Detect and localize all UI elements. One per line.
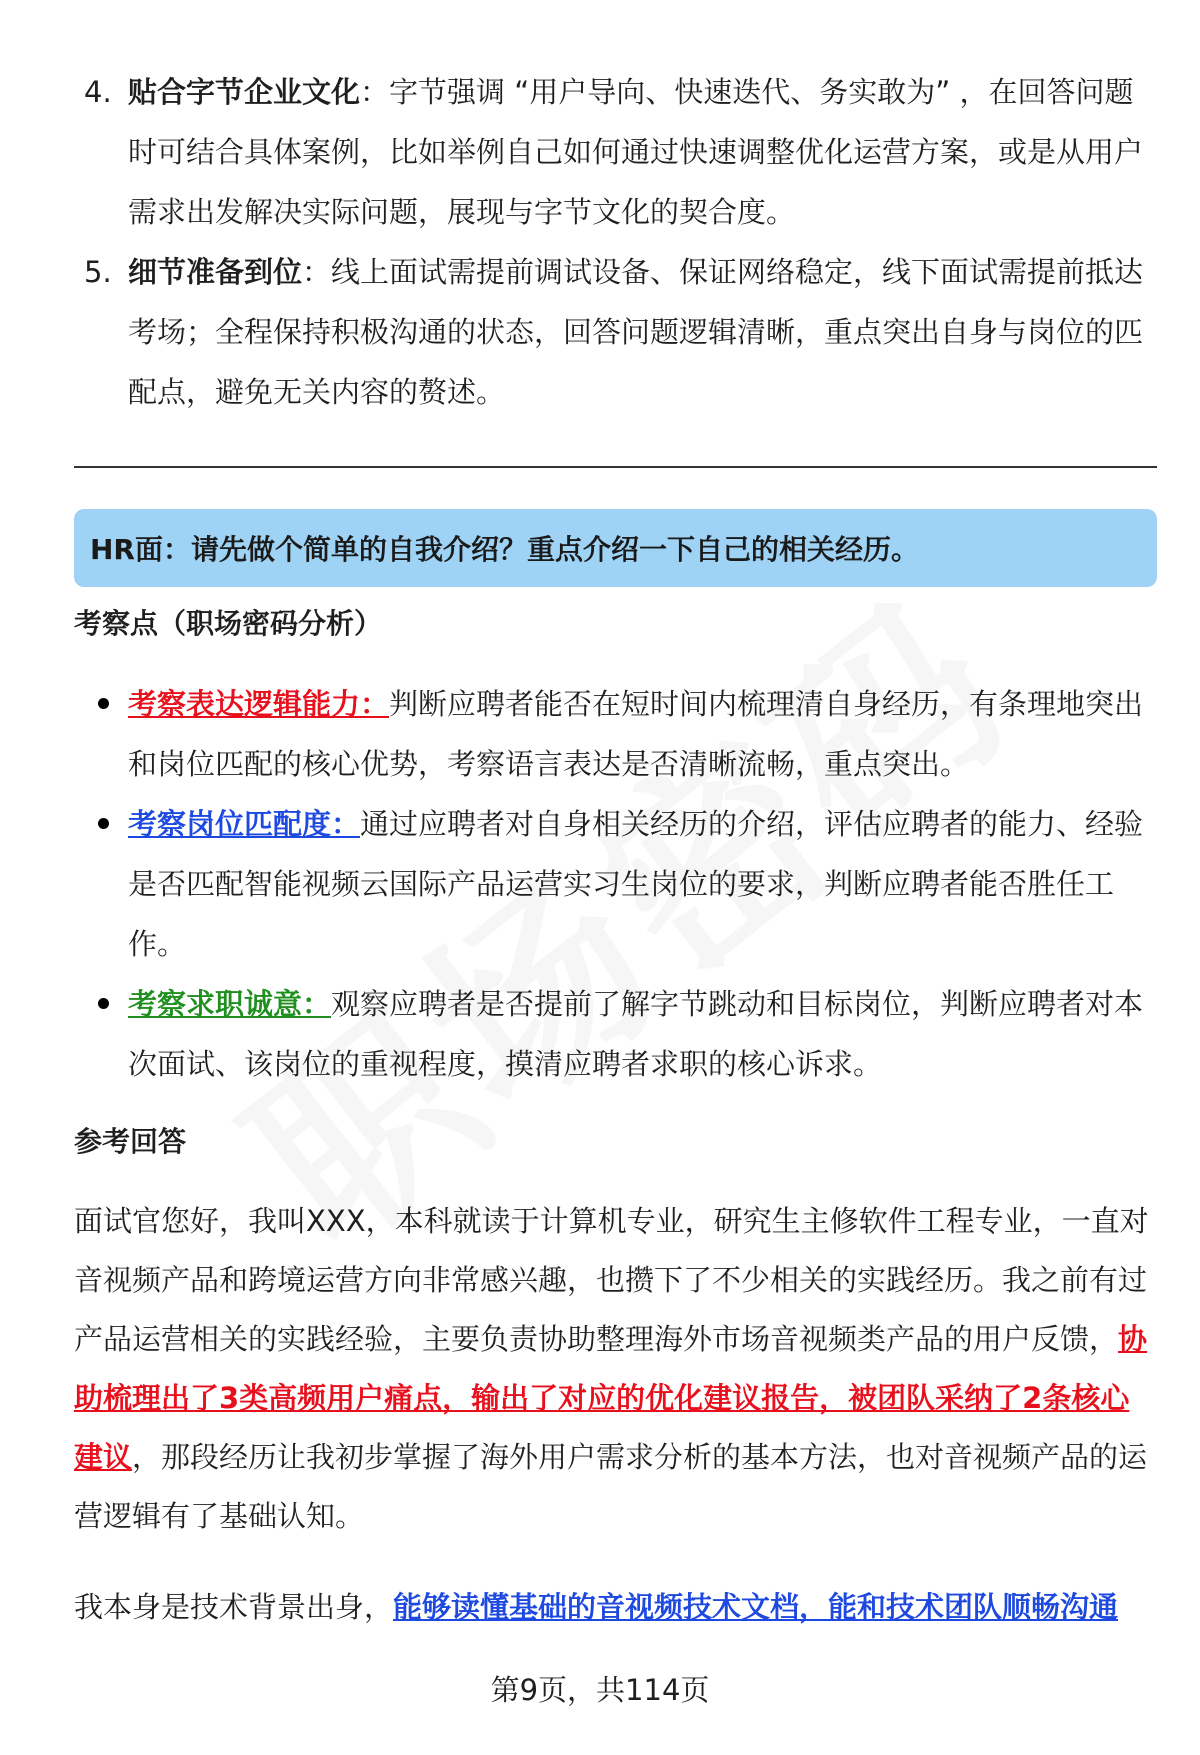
paragraph-text: 面试官您好，我叫XXX，本科就读于计算机专业，研究生主修软件工程专业，一直对音视频产品和跨境运营方向非常感兴趣，也攒下了不少相关的实践经历。我之前有过产品运营相关的实践经验，主要负责协助整理海外市场音视频类产品的用户反馈， — [74, 1204, 1149, 1356]
bullet-dot — [98, 818, 109, 829]
list-marker: 5. — [84, 255, 112, 289]
point-keyword: 考察表达逻辑能力： — [128, 687, 390, 721]
highlight-text: 协助梳理出了3类高频用户痛点，输出了对应的优化建议报告，被团队采纳了2条核心建议 — [74, 1322, 1148, 1474]
numbered-list — [74, 62, 1152, 422]
bullet-list — [74, 674, 1152, 1094]
question-text: HR面：请先做个简单的自我介绍？重点介绍一下自己的相关经历。 — [90, 533, 919, 566]
page-footer: 第9页，共114页 — [490, 1673, 710, 1707]
paragraph-text: ，那段经历让我初步掌握了海外用户需求分析的基本方法，也对音视频产品的运营逻辑有了基础认知。 — [74, 1440, 1148, 1533]
item-separator: ： — [302, 255, 332, 289]
answer-heading: 参考回答 — [74, 1125, 187, 1158]
point-text: 观察应聘者是否提前了解字节跳动和目标岗位，判断应聘者对本次面试、该岗位的重视程度，摸清应聘者求职的核心诉求。 — [128, 987, 1144, 1081]
bullet-dot — [98, 998, 109, 1009]
item-text: 字节强调 “用户导向、快速迭代、务实敢为” ，在回答问题时可结合具体案例，比如举例自己如何通过快速调整优化运营方案，或是从用户需求出发解决实际问题，展现与字节文化的契合度。 — [128, 75, 1144, 229]
point-text: 判断应聘者能否在短时间内梳理清自身经历，有条理地突出和岗位匹配的核心优势，考察语言表达是否清晰流畅，重点突出。 — [128, 687, 1144, 781]
point-text: 通过应聘者对自身相关经历的介绍，评估应聘者的能力、经验是否匹配智能视频云国际产品运营实习生岗位的要求，判断应聘者能否胜任工作。 — [128, 807, 1144, 961]
list-item — [74, 974, 1152, 1094]
item-separator: ： — [360, 75, 390, 109]
bullet-dot — [98, 698, 109, 709]
item-text: 线上面试需提前调试设备、保证网络稳定，线下面试需提前抵达考场；全程保持积极沟通的状态，回答问题逻辑清晰，重点突出自身与岗位的匹配点，避免无关内容的赘述。 — [128, 255, 1144, 409]
list-item — [74, 62, 1152, 242]
point-keyword: 考察求职诚意： — [128, 987, 332, 1021]
paragraph-text: 我本身是技术背景出身， — [74, 1590, 394, 1624]
list-marker: 4. — [84, 75, 112, 109]
item-title: 贴合字节企业文化 — [128, 75, 361, 109]
question-box — [74, 509, 1157, 587]
section-divider — [74, 466, 1157, 468]
list-item — [74, 794, 1152, 974]
answer-paragraph — [74, 1578, 1157, 1637]
points-heading: 考察点（职场密码分析） — [74, 607, 383, 640]
item-title: 细节准备到位 — [128, 255, 303, 289]
point-keyword: 考察岗位匹配度： — [128, 807, 361, 841]
list-item — [74, 242, 1152, 422]
list-item — [74, 674, 1152, 794]
highlight-text: 能够读懂基础的音视频技术文档，能和技术团队顺畅沟通 — [393, 1590, 1119, 1624]
answer-paragraph — [74, 1192, 1157, 1546]
